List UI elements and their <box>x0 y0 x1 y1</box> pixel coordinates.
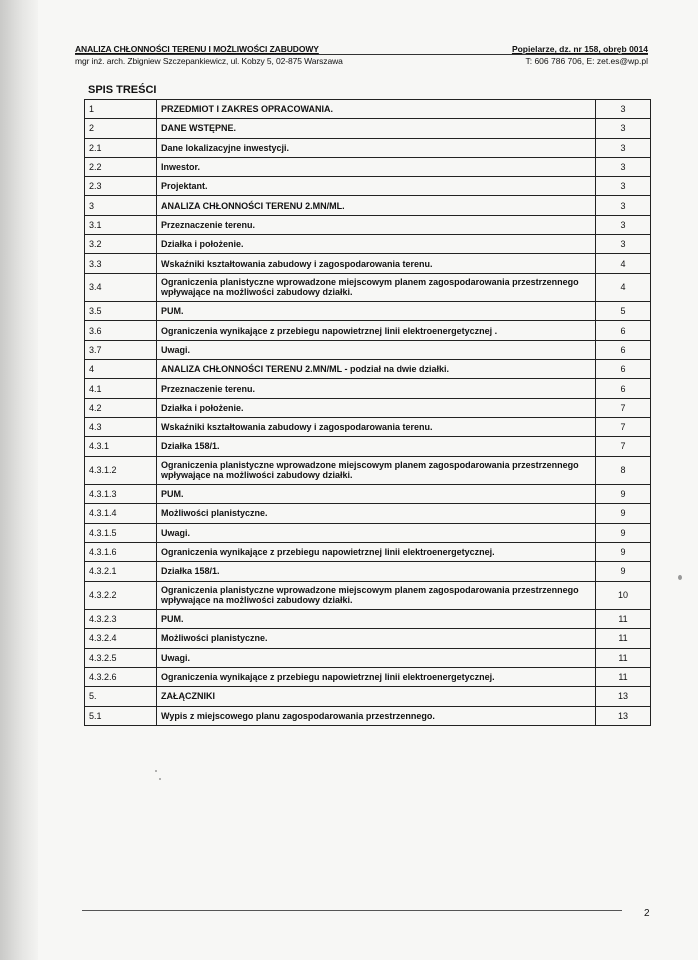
toc-row <box>85 398 651 417</box>
toc-page-number: 11 <box>596 648 651 667</box>
toc-row <box>85 610 651 629</box>
toc-page-number: 5 <box>596 302 651 321</box>
toc-number: 4.3.1.3 <box>85 485 157 504</box>
toc-entry-title: ZAŁĄCZNIKI <box>157 687 596 706</box>
toc-number: 3.7 <box>85 340 157 359</box>
toc-entry-title: ANALIZA CHŁONNOŚCI TERENU 2.MN/ML - podział na dwie działki. <box>157 360 596 379</box>
toc-number: 4.3.2.5 <box>85 648 157 667</box>
toc-entry-title: Ograniczenia wynikające z przebiegu napowietrznej linii elektroenergetycznej. <box>157 542 596 561</box>
toc-row <box>85 119 651 138</box>
footer-rule <box>82 910 622 911</box>
header-title: ANALIZA CHŁONNOŚCI TERENU I MOŻLIWOŚCI ZABUDOWY <box>75 44 319 54</box>
toc-entry-title: Uwagi. <box>157 340 596 359</box>
toc-page-number: 6 <box>596 340 651 359</box>
toc-entry-title: Projektant. <box>157 177 596 196</box>
toc-entry-title: Inwestor. <box>157 157 596 176</box>
toc-entry-title: PUM. <box>157 302 596 321</box>
toc-row <box>85 360 651 379</box>
toc-entry-title: Wskaźniki kształtowania zabudowy i zagospodarowania terenu. <box>157 254 596 273</box>
toc-number: 4.3.2.2 <box>85 581 157 610</box>
toc-row <box>85 706 651 725</box>
toc-number: 2.2 <box>85 157 157 176</box>
toc-row <box>85 629 651 648</box>
toc-page-number: 7 <box>596 417 651 436</box>
toc-page-number: 3 <box>596 196 651 215</box>
toc-row <box>85 542 651 561</box>
toc-row <box>85 667 651 686</box>
scan-speck <box>159 778 161 780</box>
toc-page-number: 9 <box>596 485 651 504</box>
toc-number: 2.3 <box>85 177 157 196</box>
toc-number: 4.3.1.5 <box>85 523 157 542</box>
toc-row <box>85 254 651 273</box>
scan-speck <box>678 575 682 580</box>
toc-page-number: 3 <box>596 235 651 254</box>
toc-row <box>85 456 651 485</box>
toc-entry-title: DANE WSTĘPNE. <box>157 119 596 138</box>
toc-entry-title: Możliwości planistyczne. <box>157 629 596 648</box>
toc-number: 3.3 <box>85 254 157 273</box>
toc-number: 3.1 <box>85 215 157 234</box>
toc-entry-title: Możliwości planistyczne. <box>157 504 596 523</box>
toc-number: 4.3.2.6 <box>85 667 157 686</box>
toc-entry-title: Ograniczenia planistyczne wprowadzone miejscowym planem zagospodarowania przestrzennego wpływające na możliwości zabudowy działki. <box>157 273 596 302</box>
scan-speck <box>155 770 157 772</box>
toc-number: 4.3.1.2 <box>85 456 157 485</box>
header-rule <box>75 54 648 55</box>
toc-page-number: 3 <box>596 100 651 119</box>
toc-row <box>85 196 651 215</box>
toc-page-number: 7 <box>596 437 651 456</box>
toc-number: 4.3.1 <box>85 437 157 456</box>
toc-page-number: 6 <box>596 379 651 398</box>
toc-number: 4.3.1.4 <box>85 504 157 523</box>
toc-number: 4.2 <box>85 398 157 417</box>
toc-row <box>85 523 651 542</box>
toc-row <box>85 273 651 302</box>
toc-page-number: 6 <box>596 321 651 340</box>
toc-page-number: 4 <box>596 254 651 273</box>
toc-row <box>85 177 651 196</box>
toc-title: SPIS TREŚCI <box>88 84 157 96</box>
binder-edge <box>0 0 38 960</box>
toc-number: 5.1 <box>85 706 157 725</box>
toc-number: 3.6 <box>85 321 157 340</box>
toc-entry-title: Działka 158/1. <box>157 562 596 581</box>
toc-page-number: 9 <box>596 523 651 542</box>
header-author: mgr inż. arch. Zbigniew Szczepankiewicz, ul. Kobzy 5, 02-875 Warszawa <box>75 56 343 66</box>
toc-entry-title: Wypis z miejscowego planu zagospodarowania przestrzennego. <box>157 706 596 725</box>
toc-entry-title: Przeznaczenie terenu. <box>157 379 596 398</box>
toc-table <box>84 99 651 726</box>
toc-row <box>85 215 651 234</box>
toc-entry-title: Ograniczenia planistyczne wprowadzone miejscowym planem zagospodarowania przestrzennego wpływające na możliwości zabudowy działki. <box>157 581 596 610</box>
toc-page-number: 3 <box>596 215 651 234</box>
toc-entry-title: PUM. <box>157 610 596 629</box>
toc-row <box>85 504 651 523</box>
page-number: 2 <box>644 908 650 919</box>
header-contact: T: 606 786 706, E: zet.es@wp.pl <box>525 56 648 66</box>
toc-row <box>85 321 651 340</box>
toc-entry-title: Działka i położenie. <box>157 235 596 254</box>
toc-page-number: 3 <box>596 119 651 138</box>
toc-number: 4.3.2.3 <box>85 610 157 629</box>
toc-number: 4.3.1.6 <box>85 542 157 561</box>
toc-page-number: 10 <box>596 581 651 610</box>
toc-row <box>85 100 651 119</box>
toc-page-number: 7 <box>596 398 651 417</box>
toc-entry-title: Działka 158/1. <box>157 437 596 456</box>
toc-row <box>85 648 651 667</box>
toc-number: 4.3 <box>85 417 157 436</box>
toc-row <box>85 379 651 398</box>
toc-page-number: 13 <box>596 706 651 725</box>
toc-entry-title: Działka i położenie. <box>157 398 596 417</box>
toc-page-number: 9 <box>596 504 651 523</box>
toc-row <box>85 157 651 176</box>
toc-entry-title: Uwagi. <box>157 523 596 542</box>
toc-entry-title: Wskaźniki kształtowania zabudowy i zagospodarowania terenu. <box>157 417 596 436</box>
toc-entry-title: PUM. <box>157 485 596 504</box>
toc-row <box>85 340 651 359</box>
toc-number: 4.3.2.1 <box>85 562 157 581</box>
toc-page-number: 3 <box>596 157 651 176</box>
toc-page-number: 6 <box>596 360 651 379</box>
toc-number: 5. <box>85 687 157 706</box>
toc-row <box>85 235 651 254</box>
toc-entry-title: ANALIZA CHŁONNOŚCI TERENU 2.MN/ML. <box>157 196 596 215</box>
toc-page-number: 9 <box>596 542 651 561</box>
toc-row <box>85 485 651 504</box>
toc-row <box>85 581 651 610</box>
toc-page-number: 9 <box>596 562 651 581</box>
toc-number: 4 <box>85 360 157 379</box>
toc-number: 1 <box>85 100 157 119</box>
toc-entry-title: Uwagi. <box>157 648 596 667</box>
toc-entry-title: Dane lokalizacyjne inwestycji. <box>157 138 596 157</box>
toc-entry-title: PRZEDMIOT I ZAKRES OPRACOWANIA. <box>157 100 596 119</box>
toc-page-number: 8 <box>596 456 651 485</box>
toc-page-number: 11 <box>596 610 651 629</box>
toc-page-number: 11 <box>596 667 651 686</box>
toc-row <box>85 138 651 157</box>
toc-row <box>85 562 651 581</box>
toc-number: 3.5 <box>85 302 157 321</box>
toc-page-number: 11 <box>596 629 651 648</box>
header-location: Popielarze, dz. nr 158, obręb 0014 <box>511 44 648 54</box>
toc-number: 3.4 <box>85 273 157 302</box>
toc-number: 3 <box>85 196 157 215</box>
toc-number: 3.2 <box>85 235 157 254</box>
toc-page-number: 4 <box>596 273 651 302</box>
toc-page-number: 3 <box>596 138 651 157</box>
toc-row <box>85 687 651 706</box>
toc-page-number: 13 <box>596 687 651 706</box>
toc-row <box>85 417 651 436</box>
toc-body <box>85 100 651 726</box>
toc-page-number: 3 <box>596 177 651 196</box>
toc-entry-title: Ograniczenia planistyczne wprowadzone miejscowym planem zagospodarowania przestrzennego wpływające na możliwości zabudowy działki. <box>157 456 596 485</box>
toc-entry-title: Przeznaczenie terenu. <box>157 215 596 234</box>
toc-entry-title: Ograniczenia wynikające z przebiegu napowietrznej linii elektroenergetycznej . <box>157 321 596 340</box>
toc-number: 4.1 <box>85 379 157 398</box>
toc-number: 2.1 <box>85 138 157 157</box>
toc-row <box>85 302 651 321</box>
toc-number: 4.3.2.4 <box>85 629 157 648</box>
toc-number: 2 <box>85 119 157 138</box>
toc-row <box>85 437 651 456</box>
toc-entry-title: Ograniczenia wynikające z przebiegu napowietrznej linii elektroenergetycznej. <box>157 667 596 686</box>
